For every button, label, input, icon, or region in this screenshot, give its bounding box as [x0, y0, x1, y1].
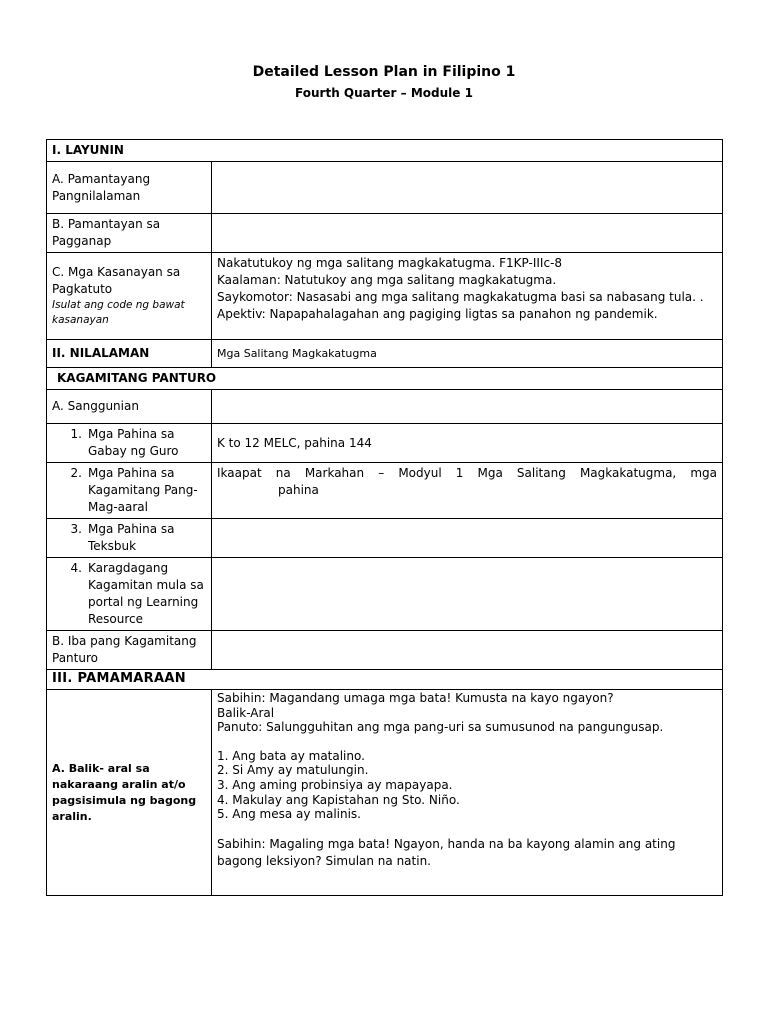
value-karagdagang: [212, 558, 723, 631]
balik-aral-line: Sabihin: Magandang umaga mga bata! Kumusta na kayo ngayon?: [217, 691, 614, 705]
sentence-item: 4. Makulay ang Kapistahan ng Sto. Niño.: [217, 792, 460, 807]
kasanayan-line: Kaalaman: Natutukoy ang mga salitang magkakatugma.: [217, 273, 557, 287]
label-iba-pang: B. Iba pang Kagamitang Panturo: [47, 631, 212, 670]
row-pamantayan-pagganap: [47, 214, 723, 253]
label-kagamitang-magaaral: [47, 463, 212, 519]
kasanayan-line: Saykomotor: Nasasabi ang mga salitang magkakatugma basi sa nabasang tula. .: [217, 290, 704, 304]
kasanayan-line: Nakatutukoy ng mga salitang magkakatugma. F1KP-IIIc-8: [217, 256, 563, 270]
row-gabay-guro: [47, 424, 723, 463]
sentence-item: 3. Ang aming probinsiya ay mapayapa.: [217, 777, 453, 792]
value-sanggunian: [212, 390, 723, 424]
row-pamamaraan: [47, 670, 723, 690]
value-gabay-guro: K to 12 MELC, pahina 144: [212, 424, 723, 463]
row-iba-pang: [47, 631, 723, 670]
row-pamantayang-pangnilalaman: [47, 162, 723, 214]
row-kasanayan: [47, 253, 723, 340]
item-number: 2.: [70, 466, 82, 480]
kasanayan-note: Isulat ang code ng bawat kasanayan: [52, 299, 185, 326]
value-nilalaman: Mga Salitang Magkakatugma: [212, 340, 723, 368]
label-pamantayan-pagganap: B. Pamantayan sa Pagganap: [47, 214, 212, 253]
section-kagamitan: KAGAMITANG PANTURO: [47, 368, 723, 390]
sentence-item: 1. Ang bata ay matalino.: [217, 748, 365, 763]
teksbuk-label: Mga Pahina sa Teksbuk: [88, 522, 175, 553]
magaaral-value-line2: pahina: [278, 483, 319, 497]
row-teksbuk: [47, 519, 723, 558]
karagdagang-label: Karagdagang Kagamitan mula sa portal ng Learning Resource: [88, 561, 204, 626]
row-kagamitan: [47, 368, 723, 390]
section-pamamaraan: III. PAMAMARAAN: [47, 670, 723, 690]
balik-aral-line: Balik-Aral: [217, 705, 275, 720]
magaaral-label: Mga Pahina sa Kagamitang Pang-Mag-aaral: [88, 466, 198, 514]
value-pamantayang-pangnilalaman: [212, 162, 723, 214]
value-teksbuk: [212, 519, 723, 558]
label-teksbuk: [47, 519, 212, 558]
row-sanggunian: [47, 390, 723, 424]
row-balik-aral: [47, 690, 723, 896]
label-karagdagang: [47, 558, 212, 631]
item-number: 1.: [70, 427, 82, 441]
label-sanggunian: A. Sanggunian: [47, 390, 212, 424]
sentence-item: 5. Ang mesa ay malinis.: [217, 807, 361, 822]
document-title: Detailed Lesson Plan in Filipino 1: [252, 64, 516, 80]
sentence-item: 2. Si Amy ay matulungin.: [217, 763, 369, 778]
value-iba-pang: [212, 631, 723, 670]
label-balik-aral: A. Balik- aral sa nakaraang aralin at/o pagsisimula ng bagong aralin.: [47, 690, 212, 896]
label-gabay-guro: [47, 424, 212, 463]
value-kasanayan: [212, 253, 723, 340]
label-kasanayan: [47, 253, 212, 340]
document-subtitle: Fourth Quarter – Module 1: [295, 86, 473, 100]
item-number: 4.: [70, 561, 82, 575]
value-kagamitang-magaaral: [212, 463, 723, 519]
row-karagdagang: [47, 558, 723, 631]
balik-aral-line: Panuto: Salungguhitan ang mga pang-uri sa sumusunod na pangungusap.: [217, 720, 664, 735]
row-kagamitang-magaaral: [47, 463, 723, 519]
row-nilalaman: [47, 340, 723, 368]
section-nilalaman: II. NILALAMAN: [47, 340, 212, 368]
magaaral-value-line1: Ikaapat na Markahan – Modyul 1 Mga Salitang Magkakatugma, mga: [217, 466, 717, 480]
row-layunin: [47, 140, 723, 162]
gabay-label: Mga Pahina sa Gabay ng Guro: [88, 427, 179, 458]
label-pamantayang-pangnilalaman: A. Pamantayang Pangnilalaman: [47, 162, 212, 214]
kasanayan-line: Apektiv: Napapahalagahan ang pagiging ligtas sa panahon ng pandemik.: [217, 307, 658, 321]
value-pamantayan-pagganap: [212, 214, 723, 253]
closing-text: Sabihin: Magaling mga bata! Ngayon, handa na ba kayong alamin ang ating bagong leksiyon? Simulan na natin.: [217, 836, 676, 868]
lesson-plan-table: [46, 139, 723, 896]
section-layunin: I. LAYUNIN: [47, 140, 723, 162]
value-balik-aral: [212, 690, 723, 896]
kasanayan-heading: C. Mga Kasanayan sa Pagkatuto: [52, 265, 181, 296]
item-number: 3.: [70, 522, 82, 536]
